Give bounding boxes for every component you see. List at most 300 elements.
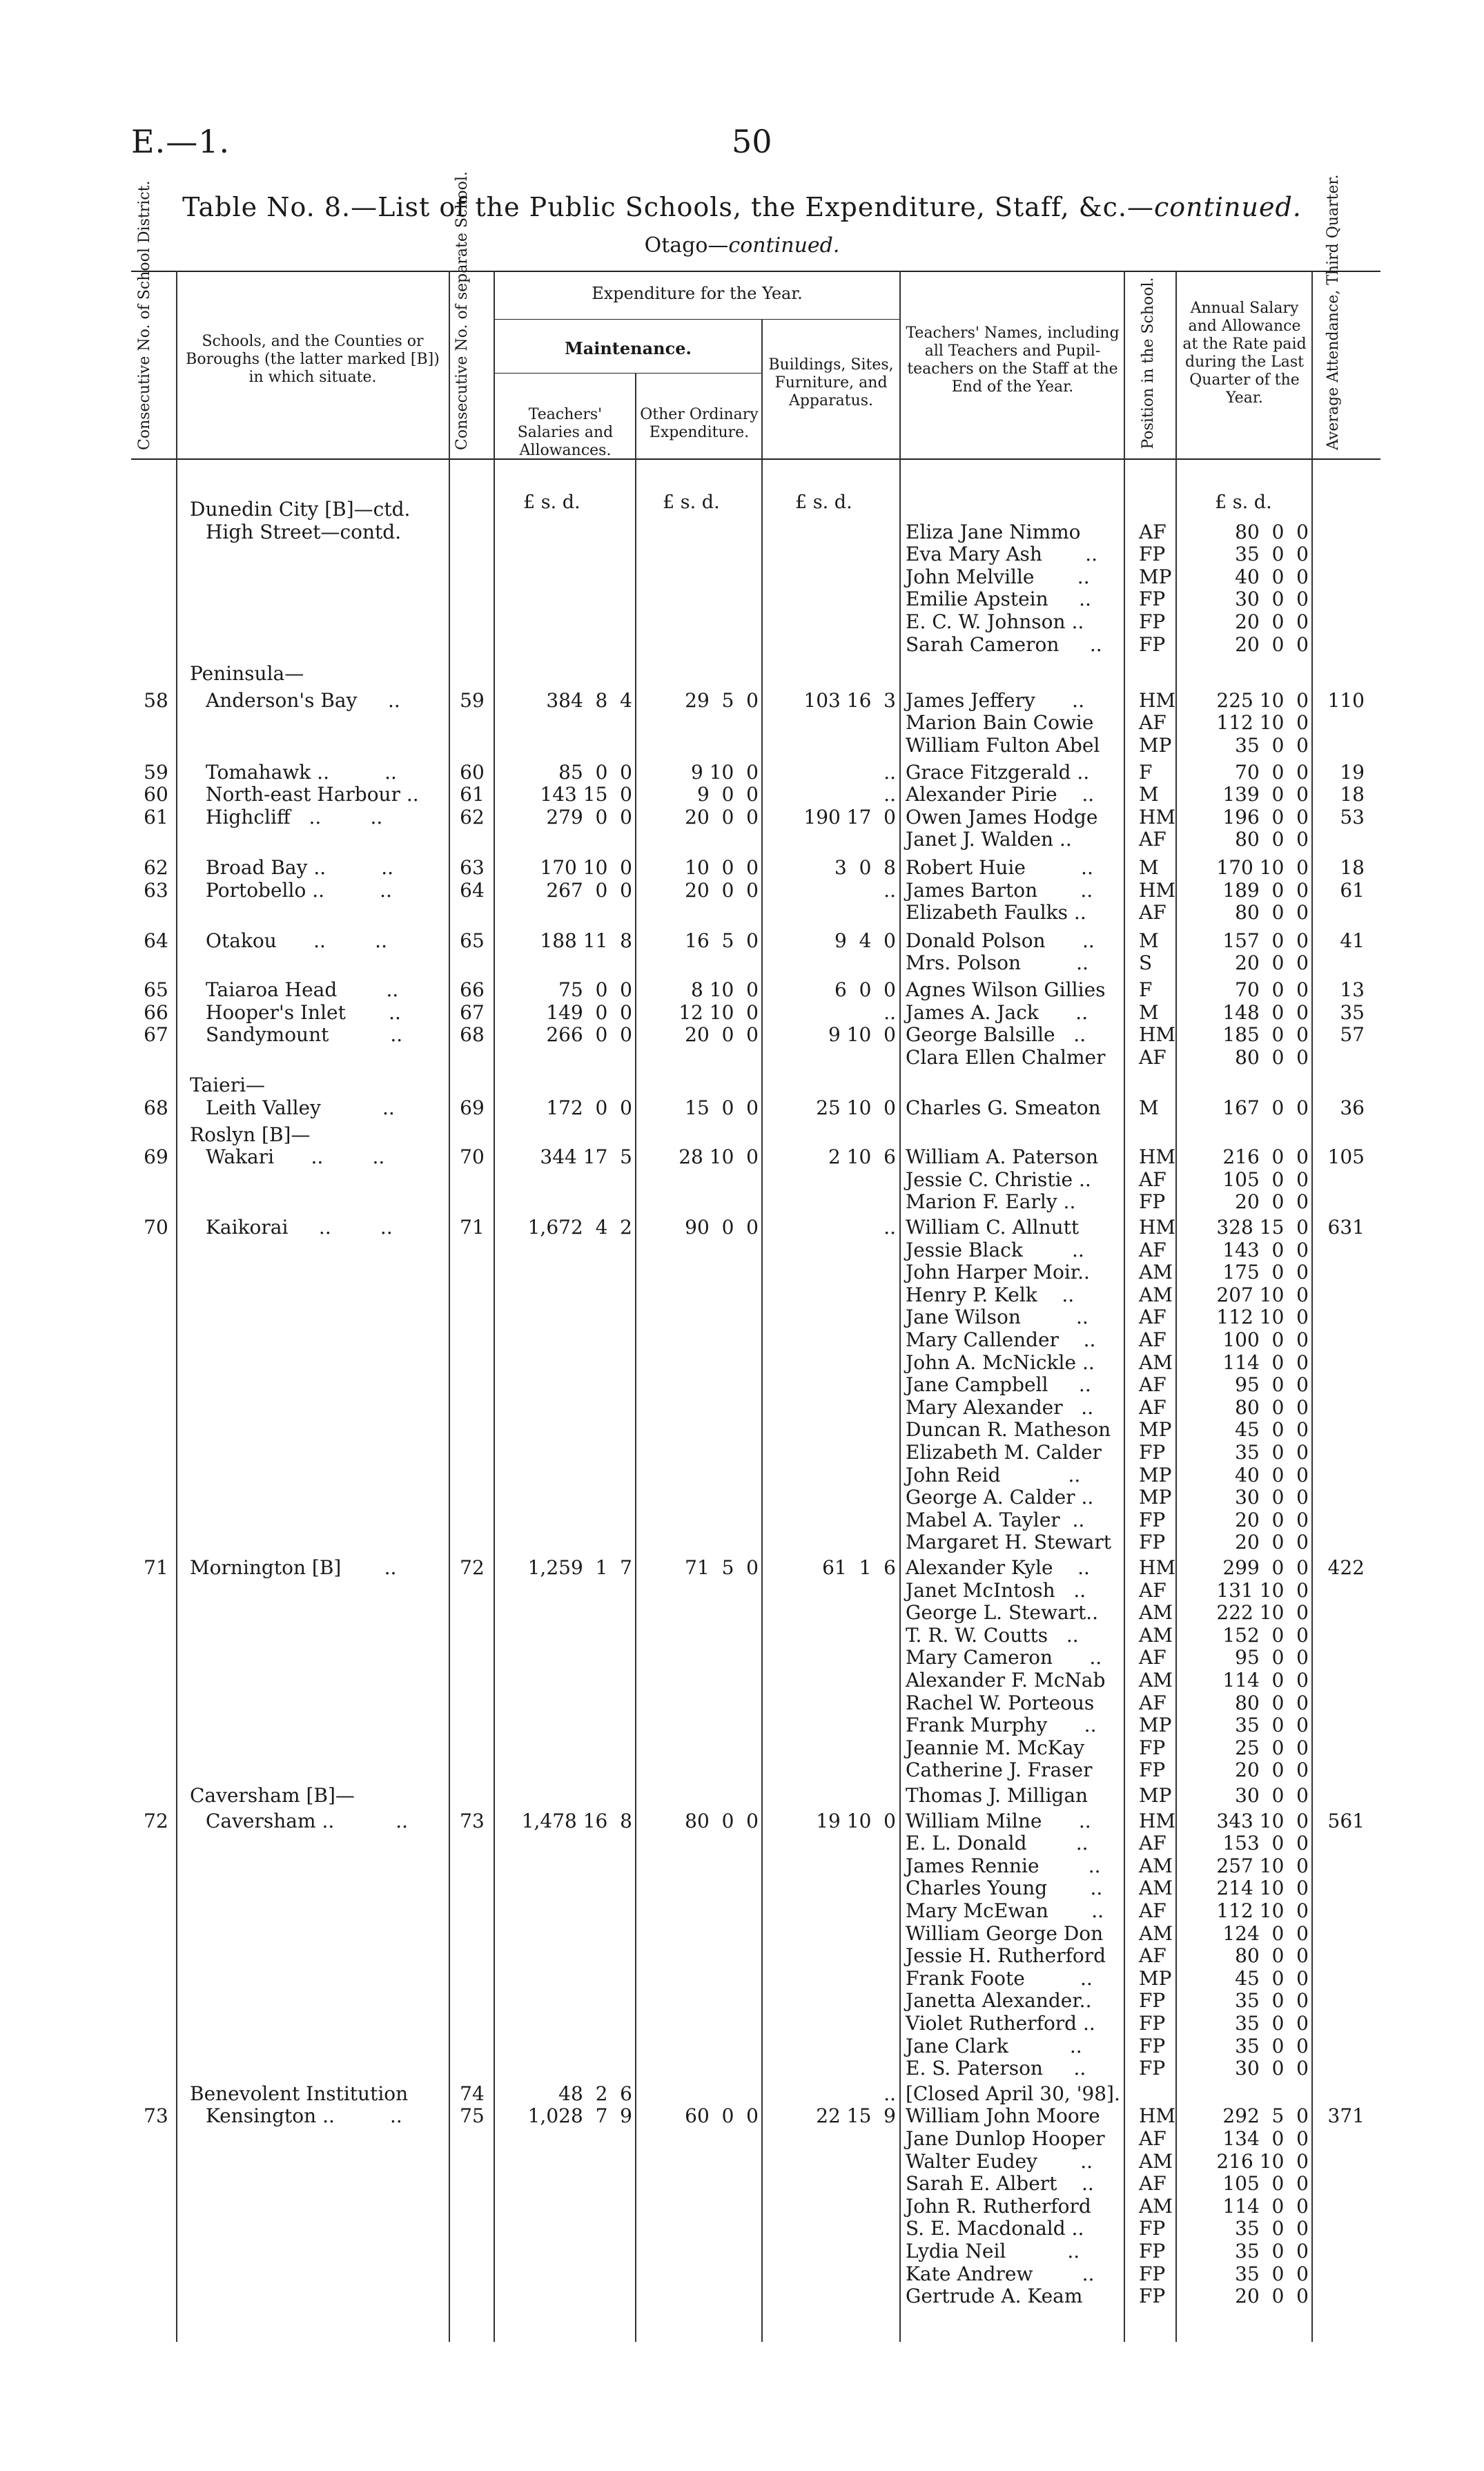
district-no: 66: [144, 1000, 168, 1024]
district-no: 71: [144, 1556, 168, 1579]
buildings-value: ..: [883, 1216, 896, 1239]
district-no: 67: [144, 1023, 168, 1047]
other-expenditure-value: 60 0 0: [685, 2104, 759, 2128]
teacher-name: John Melville ..: [906, 565, 1090, 588]
position-code: FP: [1139, 543, 1166, 566]
buildings-value: 9 4 0: [834, 929, 896, 952]
teacher-name: Rachel W. Porteous: [906, 1691, 1095, 1714]
teacher-name: Duncan R. Matheson: [906, 1418, 1111, 1442]
teacher-name: Sarah Cameron ..: [906, 632, 1102, 656]
annual-salary: 35 0 0: [1235, 1441, 1309, 1464]
position-code: MP: [1139, 1714, 1172, 1737]
annual-salary: 35 0 0: [1235, 2034, 1309, 2057]
teacher-name: E. S. Paterson ..: [906, 2057, 1086, 2080]
school-name: Highcliff .. ..: [206, 805, 383, 828]
annual-salary: 35 0 0: [1235, 734, 1309, 757]
col-divider-9: [1311, 271, 1313, 2342]
expenditure-sub-rule: [494, 319, 899, 320]
position-code: FP: [1139, 1758, 1166, 1782]
attendance-value: 53: [1340, 805, 1365, 828]
teacher-name: Mabel A. Tayler ..: [906, 1508, 1085, 1531]
district-no: 63: [144, 878, 168, 902]
teacher-name: Frank Foote ..: [906, 1966, 1093, 1990]
position-code: HM: [1139, 878, 1176, 902]
annual-salary: 189 0 0: [1222, 878, 1309, 902]
position-code: HM: [1139, 1216, 1176, 1239]
teacher-name: Donald Polson ..: [906, 929, 1095, 952]
annual-salary: 20 0 0: [1235, 1758, 1309, 1782]
teachers-salaries-value: 75 0 0: [558, 978, 632, 1001]
annual-salary: 95 0 0: [1235, 1646, 1309, 1669]
position-code: HM: [1139, 2104, 1176, 2128]
header-expenditure: Expenditure for the Year.: [592, 284, 803, 303]
district-no: 62: [144, 856, 168, 879]
school-name: Kensington .. ..: [206, 2104, 402, 2128]
money-units-other: £ s. d.: [663, 492, 720, 513]
annual-salary: 153 0 0: [1222, 1832, 1309, 1855]
annual-salary: 30 0 0: [1235, 1486, 1309, 1509]
teacher-name: Janetta Alexander..: [906, 1989, 1092, 2013]
teachers-salaries-value: 267 0 0: [546, 878, 632, 902]
school-name: Taieri—: [190, 1074, 266, 1097]
annual-salary: 45 0 0: [1235, 1418, 1309, 1442]
header-buildings: Buildings, Sites, Furniture, and Apparatus.: [768, 356, 894, 409]
district-no: 69: [144, 1145, 168, 1169]
header-district-no: Consecutive No. of School District.: [136, 180, 153, 450]
school-name: Broad Bay .. ..: [206, 856, 394, 879]
teacher-name: Jane Clark ..: [906, 2034, 1082, 2057]
teacher-name: Sarah E. Albert ..: [906, 2172, 1094, 2196]
other-expenditure-value: 20 0 0: [685, 805, 759, 828]
district-no: 64: [144, 929, 168, 952]
school-name: Taiaroa Head ..: [206, 978, 399, 1001]
col-divider-5: [761, 319, 763, 2342]
annual-salary: 95 0 0: [1235, 1373, 1309, 1397]
position-code: FP: [1139, 1441, 1166, 1464]
teacher-name: Agnes Wilson Gillies: [906, 978, 1106, 1001]
teacher-name: William George Don: [906, 1921, 1104, 1945]
buildings-value: 9 10 0: [828, 1023, 896, 1047]
teachers-salaries-value: 48 2 6: [558, 2082, 632, 2105]
teacher-name: Alexander Pirie ..: [906, 783, 1095, 806]
annual-salary: 80 0 0: [1235, 1691, 1309, 1714]
school-no: 64: [460, 878, 485, 902]
annual-salary: 112 10 0: [1216, 1306, 1309, 1329]
school-name: Leith Valley ..: [206, 1096, 395, 1119]
other-expenditure-value: 9 0 0: [696, 783, 759, 806]
position-code: AF: [1139, 711, 1166, 735]
school-no: 62: [460, 805, 485, 828]
position-code: FP: [1139, 1736, 1166, 1759]
annual-salary: 35 0 0: [1235, 2012, 1309, 2035]
annual-salary: 175 0 0: [1222, 1261, 1309, 1284]
other-expenditure-value: 20 0 0: [685, 878, 759, 902]
school-no: 70: [460, 1145, 485, 1169]
col-divider-7: [1124, 271, 1125, 2342]
other-expenditure-value: 10 0 0: [685, 856, 759, 879]
teachers-salaries-value: 170 10 0: [540, 856, 632, 879]
teacher-name: William A. Paterson: [906, 1145, 1099, 1169]
school-no: 69: [460, 1096, 485, 1119]
annual-salary: 30 0 0: [1235, 2057, 1309, 2080]
position-code: FP: [1139, 610, 1166, 633]
teacher-name: Mary Alexander ..: [906, 1395, 1094, 1419]
annual-salary: 214 10 0: [1216, 1877, 1309, 1900]
position-code: M: [1139, 929, 1159, 952]
school-name: Anderson's Bay ..: [206, 688, 400, 712]
annual-salary: 207 10 0: [1216, 1283, 1309, 1306]
annual-salary: 20 0 0: [1235, 1508, 1309, 1531]
header-schools: Schools, and the Counties or Boroughs (the latter marked [B]) in which situate.: [186, 333, 440, 386]
district-no: 61: [144, 805, 168, 828]
other-expenditure-value: 15 0 0: [685, 1096, 759, 1119]
position-code: AM: [1139, 1350, 1173, 1374]
position-code: FP: [1139, 1190, 1166, 1214]
position-code: AF: [1139, 901, 1166, 924]
position-code: FP: [1139, 1531, 1166, 1554]
annual-salary: 157 0 0: [1222, 929, 1309, 952]
teachers-salaries-value: 1,672 4 2: [527, 1216, 632, 1239]
annual-salary: 25 0 0: [1235, 1736, 1309, 1759]
school-name: Wakari .. ..: [206, 1145, 385, 1169]
annual-salary: 80 0 0: [1235, 901, 1309, 924]
position-code: HM: [1139, 805, 1176, 828]
teacher-name: Clara Ellen Chalmer: [906, 1045, 1106, 1069]
annual-salary: 114 0 0: [1222, 1669, 1309, 1692]
position-code: AF: [1139, 2172, 1166, 2196]
school-no: 67: [460, 1000, 485, 1024]
teacher-name: Jane Campbell ..: [906, 1373, 1091, 1397]
position-code: FP: [1139, 1508, 1166, 1531]
teacher-name: Alexander Kyle ..: [906, 1556, 1090, 1579]
attendance-value: 110: [1327, 688, 1365, 712]
teacher-name: William John Moore: [906, 2104, 1100, 2128]
teacher-name: Mary Callender ..: [906, 1328, 1096, 1351]
position-code: AF: [1139, 1306, 1166, 1329]
annual-salary: 216 10 0: [1216, 2149, 1309, 2173]
attendance-value: 18: [1340, 783, 1365, 806]
teachers-salaries-value: 188 11 8: [540, 929, 632, 952]
teacher-name: Henry P. Kelk ..: [906, 1283, 1075, 1306]
position-code: FP: [1139, 2034, 1166, 2057]
position-code: HM: [1139, 1809, 1176, 1832]
annual-salary: 343 10 0: [1216, 1809, 1309, 1832]
position-code: AF: [1139, 1899, 1166, 1922]
annual-salary: 114 0 0: [1222, 1350, 1309, 1374]
position-code: AF: [1139, 1238, 1166, 1261]
position-code: S: [1139, 951, 1153, 975]
annual-salary: 80 0 0: [1235, 1944, 1309, 1968]
position-code: AM: [1139, 2194, 1173, 2218]
teacher-name: Charles Young ..: [906, 1877, 1103, 1900]
school-no: 74: [460, 2082, 485, 2105]
col-divider-8: [1175, 271, 1177, 2342]
buildings-value: ..: [883, 1000, 896, 1024]
other-expenditure-value: 29 5 0: [685, 688, 759, 712]
annual-salary: 20 0 0: [1235, 610, 1309, 633]
position-code: MP: [1139, 1966, 1172, 1990]
position-code: MP: [1139, 565, 1172, 588]
school-name: Sandymount ..: [206, 1023, 403, 1047]
position-code: FP: [1139, 2285, 1166, 2308]
annual-salary: 35 0 0: [1235, 1714, 1309, 1737]
position-code: AF: [1139, 1944, 1166, 1968]
school-no: 60: [460, 760, 485, 784]
annual-salary: 70 0 0: [1235, 760, 1309, 784]
annual-salary: 35 0 0: [1235, 543, 1309, 566]
teachers-salaries-value: 149 0 0: [546, 1000, 632, 1024]
teacher-name: Jane Wilson ..: [906, 1306, 1088, 1329]
position-code: HM: [1139, 1556, 1176, 1579]
attendance-value: 422: [1327, 1556, 1365, 1579]
annual-salary: 216 0 0: [1222, 1145, 1309, 1169]
attendance-value: 36: [1340, 1096, 1365, 1119]
position-code: M: [1139, 1096, 1159, 1119]
teacher-name: Jane Dunlop Hooper: [906, 2127, 1105, 2150]
position-code: AF: [1139, 1646, 1166, 1669]
other-expenditure-value: 71 5 0: [685, 1556, 759, 1579]
teacher-name: Frank Murphy ..: [906, 1714, 1097, 1737]
buildings-value: ..: [883, 760, 896, 784]
position-code: MP: [1139, 734, 1172, 757]
header-position: Position in the School.: [1140, 277, 1157, 449]
annual-salary: 152 0 0: [1222, 1623, 1309, 1647]
school-no: 61: [460, 783, 485, 806]
annual-salary: 80 0 0: [1235, 520, 1309, 543]
buildings-value: 25 10 0: [816, 1096, 896, 1119]
header-other-expenditure: Other Ordinary Expenditure.: [640, 406, 759, 441]
teacher-name: John Harper Moir..: [906, 1261, 1090, 1284]
district-no: 65: [144, 978, 168, 1001]
teacher-name: Janet McIntosh ..: [906, 1578, 1086, 1602]
annual-salary: 139 0 0: [1222, 783, 1309, 806]
position-code: M: [1139, 1000, 1159, 1024]
annual-salary: 40 0 0: [1235, 1463, 1309, 1486]
annual-salary: 20 0 0: [1235, 632, 1309, 656]
position-code: AF: [1139, 1373, 1166, 1397]
buildings-value: 22 15 9: [816, 2104, 896, 2128]
annual-salary: 299 0 0: [1222, 1556, 1309, 1579]
position-code: M: [1139, 783, 1159, 806]
teachers-salaries-value: 172 0 0: [546, 1096, 632, 1119]
page-number: 50: [732, 123, 772, 160]
teacher-name: John R. Rutherford: [906, 2194, 1091, 2218]
position-code: FP: [1139, 632, 1166, 656]
money-units-salaries: £ s. d.: [523, 492, 580, 513]
position-code: FP: [1139, 2217, 1166, 2240]
teacher-name: E. C. W. Johnson ..: [906, 610, 1084, 633]
annual-salary: 196 0 0: [1222, 805, 1309, 828]
teacher-name: Walter Eudey ..: [906, 2149, 1093, 2173]
annual-salary: 222 10 0: [1216, 1601, 1309, 1625]
teacher-name: E. L. Donald ..: [906, 1832, 1088, 1855]
teacher-name: George Balsille ..: [906, 1023, 1086, 1047]
teachers-salaries-value: 1,478 16 8: [521, 1809, 632, 1832]
school-name: Mornington [B] ..: [190, 1556, 397, 1579]
annual-salary: 131 10 0: [1216, 1578, 1309, 1602]
school-no: 71: [460, 1216, 485, 1239]
annual-salary: 30 0 0: [1235, 588, 1309, 611]
position-code: AF: [1139, 828, 1166, 851]
other-expenditure-value: 9 10 0: [691, 760, 759, 784]
attendance-value: 631: [1327, 1216, 1365, 1239]
school-name: North-east Harbour ..: [206, 783, 419, 806]
annual-salary: 148 0 0: [1222, 1000, 1309, 1024]
annual-salary: 170 10 0: [1216, 856, 1309, 879]
annual-salary: 328 15 0: [1216, 1216, 1309, 1239]
school-name: Dunedin City [B]—ctd.: [190, 498, 411, 521]
school-name: Portobello .. ..: [206, 878, 392, 902]
school-no: 65: [460, 929, 485, 952]
teacher-name: Jessie C. Christie ..: [906, 1167, 1091, 1191]
teacher-name: Owen James Hodge: [906, 805, 1098, 828]
table-title-main: Table No. 8.—List of the Public Schools, the Expenditure, Staff, &c.—: [182, 192, 1154, 222]
annual-salary: 35 0 0: [1235, 2240, 1309, 2262]
buildings-value: 2 10 6: [828, 1145, 896, 1169]
position-code: HM: [1139, 1023, 1176, 1047]
buildings-value: 6 0 0: [834, 978, 896, 1001]
buildings-value: 61 1 6: [822, 1556, 896, 1579]
teacher-name: Margaret H. Stewart: [906, 1531, 1111, 1554]
teacher-name: Gertrude A. Keam: [906, 2285, 1083, 2308]
header-attendance: Average Attendance, Third Quarter.: [1325, 174, 1342, 450]
annual-salary: 35 0 0: [1235, 2262, 1309, 2285]
money-units-salary: £ s. d.: [1215, 492, 1272, 513]
position-code: MP: [1139, 1784, 1172, 1807]
attendance-value: 19: [1340, 760, 1365, 784]
teacher-name: George A. Calder ..: [906, 1486, 1094, 1509]
col-divider-4: [635, 373, 636, 2342]
annual-salary: 100 0 0: [1222, 1328, 1309, 1351]
annual-salary: 134 0 0: [1222, 2127, 1309, 2150]
annual-salary: 114 0 0: [1222, 2194, 1309, 2218]
teacher-name: James Barton ..: [906, 878, 1093, 902]
position-code: AF: [1139, 1832, 1166, 1855]
annual-salary: 257 10 0: [1216, 1854, 1309, 1877]
annual-salary: 124 0 0: [1222, 1921, 1309, 1945]
teacher-name: Thomas J. Milligan: [906, 1784, 1088, 1807]
money-units-buildings: £ s. d.: [795, 492, 852, 513]
buildings-value: ..: [883, 2082, 896, 2105]
district-no: 73: [144, 2104, 168, 2128]
teacher-name: William Fulton Abel: [906, 734, 1100, 757]
position-code: FP: [1139, 2240, 1166, 2262]
col-divider-1: [176, 271, 177, 2342]
position-code: AF: [1139, 1395, 1166, 1419]
school-name: Roslyn [B]—: [190, 1123, 311, 1146]
school-name: Tomahawk .. ..: [206, 760, 397, 784]
school-no: 72: [460, 1556, 485, 1579]
teacher-name: William C. Allnutt: [906, 1216, 1080, 1239]
position-code: MP: [1139, 1486, 1172, 1509]
attendance-value: 61: [1340, 878, 1365, 902]
teachers-salaries-value: 384 8 4: [546, 688, 632, 712]
annual-salary: 105 0 0: [1222, 1167, 1309, 1191]
attendance-value: 105: [1327, 1145, 1365, 1169]
header-maintenance: Maintenance.: [565, 338, 692, 358]
annual-salary: 40 0 0: [1235, 565, 1309, 588]
teacher-name: Jessie Black ..: [906, 1238, 1084, 1261]
table-title: [0, 192, 1484, 222]
region-continued: continued.: [728, 233, 840, 258]
teacher-name: Jeannie M. McKay: [906, 1736, 1085, 1759]
position-code: F: [1139, 760, 1153, 784]
header-salary: Annual Salary and Allowance at the Rate paid during the Last Quarter of the Year.: [1182, 300, 1307, 407]
annual-salary: 35 0 0: [1235, 2217, 1309, 2240]
other-expenditure-value: 20 0 0: [685, 1023, 759, 1047]
annual-salary: 20 0 0: [1235, 951, 1309, 975]
school-no: 75: [460, 2104, 485, 2128]
other-expenditure-value: 28 10 0: [678, 1145, 759, 1169]
district-no: 70: [144, 1216, 168, 1239]
annual-salary: 20 0 0: [1235, 1190, 1309, 1214]
teacher-name: Alexander F. McNab: [906, 1669, 1106, 1692]
buildings-value: 3 0 8: [834, 856, 896, 879]
other-expenditure-value: 8 10 0: [691, 978, 759, 1001]
teacher-name: Elizabeth M. Calder: [906, 1441, 1102, 1464]
teachers-salaries-value: 85 0 0: [558, 760, 632, 784]
teacher-name: Mary McEwan ..: [906, 1899, 1104, 1922]
position-code: AF: [1139, 1045, 1166, 1069]
annual-salary: 20 0 0: [1235, 2285, 1309, 2308]
teachers-salaries-value: 266 0 0: [546, 1023, 632, 1047]
teacher-name: Kate Andrew ..: [906, 2262, 1095, 2285]
header-teachers-names: Teachers' Names, including all Teachers and Pupil-teachers on the Staff at the End of the Year.: [906, 324, 1120, 396]
school-no: 73: [460, 1809, 485, 1832]
teacher-name: Catherine J. Fraser: [906, 1758, 1093, 1782]
attendance-value: 18: [1340, 856, 1365, 879]
position-code: AM: [1139, 1623, 1173, 1647]
header-teachers-salaries: Teachers' Salaries and Allowances.: [517, 406, 614, 459]
region-name: Otago—: [644, 233, 729, 258]
position-code: F: [1139, 978, 1153, 1001]
position-code: AF: [1139, 520, 1166, 543]
teacher-name: Eva Mary Ash ..: [906, 543, 1098, 566]
teachers-salaries-value: 1,028 7 9: [527, 2104, 632, 2128]
teacher-name: Jessie H. Rutherford: [906, 1944, 1106, 1968]
position-code: AF: [1139, 1691, 1166, 1714]
annual-salary: 80 0 0: [1235, 1395, 1309, 1419]
school-no: 68: [460, 1023, 485, 1047]
teacher-name: Eliza Jane Nimmo: [906, 520, 1081, 543]
position-code: FP: [1139, 2262, 1166, 2285]
annual-salary: 112 10 0: [1216, 711, 1309, 735]
position-code: AM: [1139, 1877, 1173, 1900]
other-expenditure-value: 12 10 0: [678, 1000, 759, 1024]
school-name: Benevolent Institution: [190, 2082, 409, 2105]
buildings-value: ..: [883, 878, 896, 902]
buildings-value: 103 16 3: [803, 688, 896, 712]
annual-salary: 167 0 0: [1222, 1096, 1309, 1119]
table-title-continued: continued.: [1153, 192, 1302, 222]
attendance-value: 13: [1340, 978, 1365, 1001]
teachers-salaries-value: 344 17 5: [540, 1145, 632, 1169]
district-no: 72: [144, 1809, 168, 1832]
teacher-name: T. R. W. Coutts ..: [906, 1623, 1079, 1647]
annual-salary: 70 0 0: [1235, 978, 1309, 1001]
buildings-value: 19 10 0: [816, 1809, 896, 1832]
position-code: AM: [1139, 2149, 1173, 2173]
annual-salary: 35 0 0: [1235, 1989, 1309, 2013]
position-code: AM: [1139, 1921, 1173, 1945]
school-name: Kaikorai .. ..: [206, 1216, 393, 1239]
annual-salary: 30 0 0: [1235, 1784, 1309, 1807]
teacher-name: [Closed April 30, '98].: [906, 2082, 1120, 2105]
teacher-name: Grace Fitzgerald ..: [906, 760, 1090, 784]
attendance-value: 35: [1340, 1000, 1365, 1024]
teacher-name: Lydia Neil ..: [906, 2240, 1080, 2262]
position-code: AF: [1139, 1578, 1166, 1602]
